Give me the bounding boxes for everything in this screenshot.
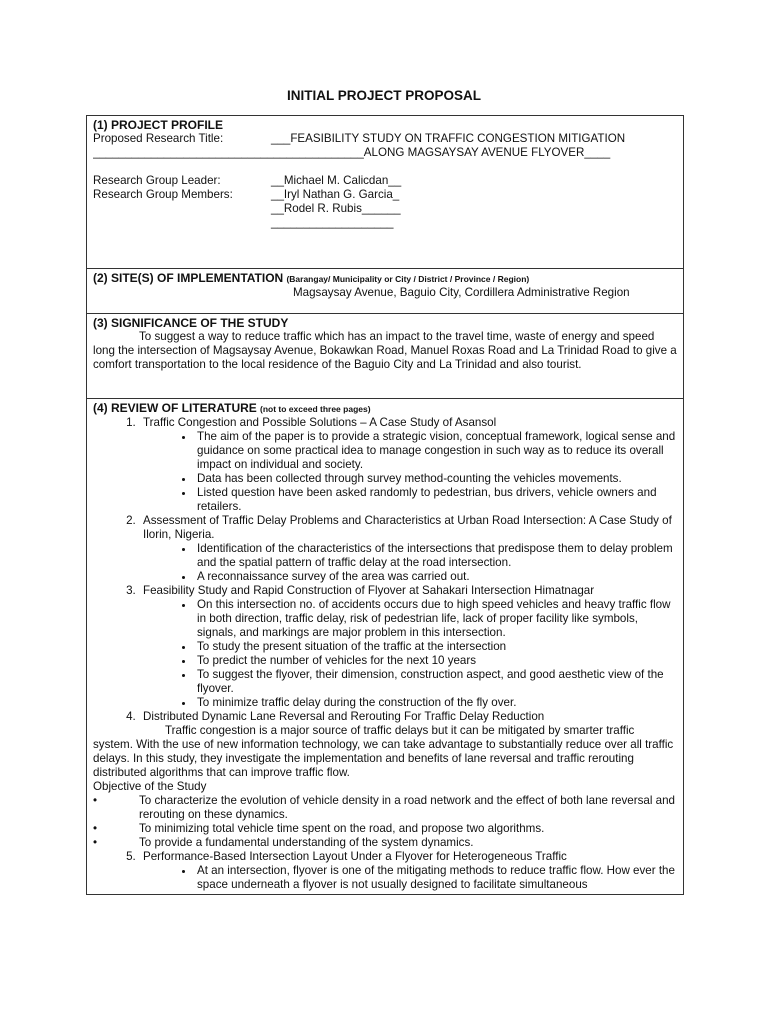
square-bullet-icon: • (93, 794, 98, 807)
objective-item: • To characterize the evolution of vehicle density in a road network and the effect of both lane reversal and rerouting on these dynamics. (93, 794, 676, 821)
project-profile-heading: (1) PROJECT PROFILE (93, 118, 224, 132)
list-item (139, 710, 677, 724)
member-2: __Rodel R. Rubis______ (271, 202, 401, 215)
list-item (139, 850, 677, 892)
objective-item: • To minimizing total vehicle time spent on the road, and propose two algorithms. (93, 822, 545, 835)
title-label: Proposed Research Title: (93, 132, 224, 145)
review-section (87, 399, 684, 895)
list-item: • A reconnaissance survey of the area was carried out. (195, 570, 677, 584)
list-item (139, 514, 677, 584)
site-heading: (2) SITE(S) OF IMPLEMENTATION (93, 271, 284, 285)
site-note: (Barangay/ Municipality or City / District / Province / Region) (286, 274, 530, 284)
list-item: • To study the present situation of the traffic at the intersection (195, 640, 677, 654)
title-value-line1: ___FEASIBILITY STUDY ON TRAFFIC CONGESTION MITIGATION (271, 132, 626, 145)
page-title: INITIAL PROJECT PROPOSAL (286, 88, 482, 103)
list-item (139, 584, 677, 710)
list-item: • Listed question have been asked randomly to pedestrian, bus drivers, vehicle owners and retailers. (195, 486, 677, 514)
literature-list (93, 416, 677, 724)
significance-heading: (3) SIGNIFICANCE OF THE STUDY (93, 316, 289, 330)
literature-title: Distributed Dynamic Lane Reversal and Rerouting For Traffic Delay Reduction (143, 710, 545, 723)
literature-paragraph: Traffic congestion is a major source of traffic delays but it can be mitigated by smarter traffic system. With the use of new information technology, we can take advantage to substantially reduce over all traffic delays. In this study, they investigate the implementation and benefits of lane reversal and traffic rerouting distributed algorithms that can improve traffic flow. (93, 724, 674, 779)
list-item: • Data has been collected through survey method-counting the vehicles movements. (195, 472, 677, 486)
title-value-line2: __________________________________________ALONG MAGSAYSAY AVENUE FLYOVER____ (93, 146, 611, 159)
list-item: • The aim of the paper is to provide a strategic vision, conceptual framework, logical sense and guidance on some practical idea to manage congestion in such way as to reduce its overall impact on individual and society. (195, 430, 677, 472)
literature-title: Traffic Congestion and Possible Solutions – A Case Study of Asansol (143, 416, 497, 429)
leader-label: Research Group Leader: (93, 174, 221, 187)
literature-title: Feasibility Study and Rapid Construction of Flyover at Sahakari Intersection Himatnagar (143, 584, 595, 597)
leader-value: __Michael M. Calicdan__ (271, 174, 402, 187)
proposal-table (86, 115, 684, 895)
members-label: Research Group Members: (93, 188, 233, 201)
review-heading: (4) REVIEW OF LITERATURE (93, 401, 257, 415)
list-item (139, 416, 677, 514)
square-bullet-icon: • (93, 836, 98, 849)
significance-text: To suggest a way to reduce traffic which has an impact to the travel time, waste of energy and speed long the intersection of Magsaysay Avenue, Bokawkan Road, Manuel Roxas Road and La Trinidad Road to give a comfort transportation to the local residence of the Baguio City and La Trinidad and also tourist. (93, 330, 677, 371)
significance-section (87, 314, 684, 399)
list-item: • To predict the number of vehicles for the next 10 years (195, 654, 677, 668)
site-value: Magsaysay Avenue, Baguio City, Cordillera Administrative Region (293, 286, 630, 299)
objective-label: Objective of the Study (93, 780, 207, 793)
member-3: ___________________ (271, 216, 394, 229)
objective-item: • To provide a fundamental understanding of the system dynamics. (93, 836, 474, 849)
list-item: • To suggest the flyover, their dimension, construction aspect, and good aesthetic view of the flyover. (195, 668, 677, 696)
member-1: __Iryl Nathan G. Garcia_ (271, 188, 400, 201)
square-bullet-icon: • (93, 822, 98, 835)
project-profile-section (87, 116, 684, 269)
literature-title: Performance-Based Intersection Layout Under a Flyover for Heterogeneous Traffic (143, 850, 567, 863)
list-item: • At an intersection, flyover is one of the mitigating methods to reduce traffic flow. How ever the space underneath a flyover is not usually designed to facilitate simultaneous (195, 864, 677, 892)
list-item: • To minimize traffic delay during the construction of the fly over. (195, 696, 677, 710)
review-note: (not to exceed three pages) (260, 404, 371, 414)
site-section (87, 269, 684, 314)
literature-title: Assessment of Traffic Delay Problems and Characteristics at Urban Road Intersection: A Case Study of Ilorin, Nigeria. (143, 514, 672, 541)
list-item: • Identification of the characteristics of the intersections that predispose them to delay problem and the spatial pattern of traffic delay at the road intersection. (195, 542, 677, 570)
list-item: • On this intersection no. of accidents occurs due to high speed vehicles and heavy traffic flow in both direction, traffic delay, risk of pedestrian life, lack of proper facility like symbols, signals, and markings are major problem in this intersection. (195, 598, 677, 640)
